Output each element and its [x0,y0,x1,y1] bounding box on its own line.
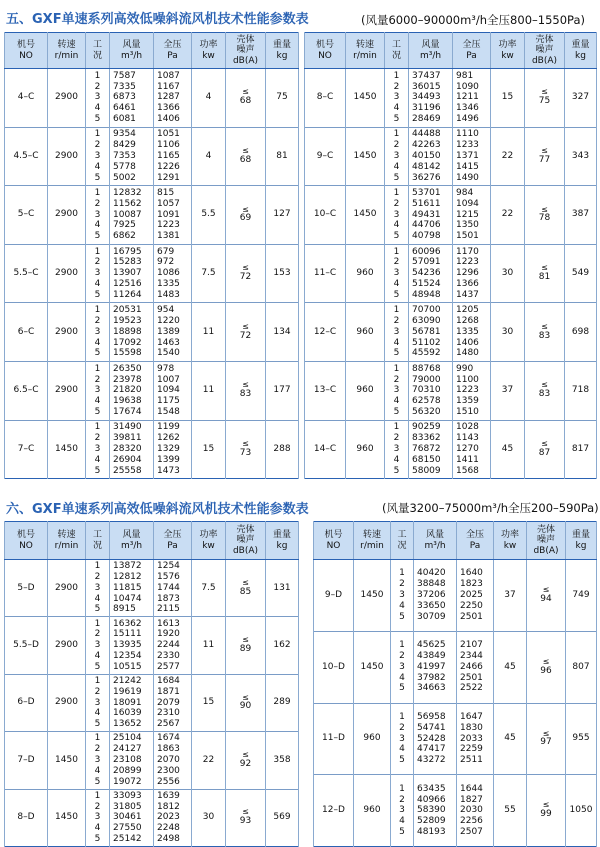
header-cell: 全压 Pa [154,33,192,69]
flow-cell: 63435 40966 58390 52809 48193 [414,775,457,847]
pressure-cell: 978 1007 1094 1175 1548 [154,361,192,420]
header-cell: 重量 kg [566,522,597,560]
speed-cell: 960 [346,361,385,420]
pressure-cell: 1087 1167 1287 1366 1406 [154,69,192,128]
power-cell: 30 [491,303,525,362]
case-cell: 1 2 3 4 5 [391,560,414,632]
speed-cell: 960 [354,703,391,775]
case-cell: 1 2 3 4 5 [385,361,409,420]
flow-cell: 40420 38848 37206 33650 30709 [414,560,457,632]
flow-cell: 53701 51611 49431 44706 40798 [409,186,453,245]
weight-cell: 134 [266,303,299,362]
flow-cell: 16362 15111 13935 12354 10515 [110,617,154,674]
table-row [305,303,597,362]
header-cell: 工 况 [385,33,409,69]
section5-table-right [304,32,597,479]
noise-cell: ≤ 83 [226,361,266,420]
header-cell: 机号 NO [314,522,354,560]
case-cell: 1 2 3 4 5 [86,303,110,362]
case-cell: 1 2 3 4 5 [385,420,409,479]
power-cell: 11 [192,303,226,362]
case-cell: 1 2 3 4 5 [86,789,110,846]
header-cell: 壳体 噪声 dB(A) [527,522,566,560]
flow-cell: 56958 54741 52428 47417 43272 [414,703,457,775]
noise-cell: ≤ 69 [226,186,266,245]
flow-cell: 9354 8429 7353 5778 5002 [110,127,154,186]
power-cell: 37 [494,560,527,632]
power-cell: 11 [192,361,226,420]
table-row [305,420,597,479]
flow-cell: 88768 79000 70310 62578 56320 [409,361,453,420]
power-cell: 15 [192,674,226,731]
weight-cell: 289 [266,674,299,731]
speed-cell: 960 [346,244,385,303]
section6-title: 六、GXF单速系列高效低噪斜流风机技术性能参数表 [6,502,309,517]
table-row [5,560,299,617]
weight-cell: 343 [565,127,597,186]
weight-cell: 358 [266,732,299,789]
noise-cell: ≤ 68 [226,127,266,186]
speed-cell: 1450 [48,789,86,846]
table-row [5,789,299,846]
header-cell: 风量 m³/h [110,33,154,69]
case-cell: 1 2 3 4 5 [86,69,110,128]
flow-cell: 44488 42263 40150 48142 36276 [409,127,453,186]
pressure-cell: 2107 2344 2466 2501 2522 [457,631,494,703]
header-cell: 工 况 [391,522,414,560]
flow-cell: 26350 23978 21820 19638 17674 [110,361,154,420]
power-cell: 5.5 [192,186,226,245]
model-no-cell: 9–D [314,560,354,632]
header-cell: 壳体 噪声 dB(A) [525,33,565,69]
model-no-cell: 8–D [5,789,48,846]
pressure-cell: 1639 1812 2023 2248 2498 [154,789,192,846]
weight-cell: 162 [266,617,299,674]
header-cell: 功率 kw [494,522,527,560]
pressure-cell: 1613 1920 2244 2330 2577 [154,617,192,674]
weight-cell: 127 [266,186,299,245]
case-cell: 1 2 3 4 5 [86,244,110,303]
weight-cell: 177 [266,361,299,420]
weight-cell: 569 [266,789,299,846]
pressure-cell: 1644 1827 2030 2256 2507 [457,775,494,847]
table-row [314,775,597,847]
model-no-cell: 5.5–C [5,244,48,303]
speed-cell: 1450 [354,560,391,632]
noise-cell: ≤ 73 [226,420,266,479]
flow-cell: 13872 12812 11815 10474 8915 [110,560,154,617]
header-cell: 全压 Pa [154,522,192,560]
weight-cell: 327 [565,69,597,128]
pressure-cell: 1170 1223 1296 1366 1437 [453,244,491,303]
noise-cell: ≤ 72 [226,244,266,303]
power-cell: 11 [192,617,226,674]
model-no-cell: 5–D [5,560,48,617]
speed-cell: 2900 [48,303,86,362]
table-row [5,303,299,362]
case-cell: 1 2 3 4 5 [86,361,110,420]
model-no-cell: 13–C [305,361,346,420]
pressure-cell: 990 1100 1223 1359 1510 [453,361,491,420]
model-no-cell: 6–C [5,303,48,362]
header-cell: 功率 kw [192,522,226,560]
weight-cell: 81 [266,127,299,186]
pressure-cell: 1640 1823 2025 2250 2501 [457,560,494,632]
header-cell: 风量 m³/h [409,33,453,69]
header-cell: 壳体 噪声 dB(A) [226,33,266,69]
noise-cell: ≤ 96 [527,631,566,703]
header-cell: 机号 NO [305,33,346,69]
speed-cell: 2900 [48,560,86,617]
noise-cell: ≤ 99 [527,775,566,847]
power-cell: 22 [192,732,226,789]
speed-cell: 2900 [48,69,86,128]
header-cell: 重量 kg [266,522,299,560]
case-cell: 1 2 3 4 5 [86,186,110,245]
speed-cell: 960 [346,303,385,362]
noise-cell: ≤ 89 [226,617,266,674]
weight-cell: 718 [565,361,597,420]
model-no-cell: 8–C [305,69,346,128]
power-cell: 45 [494,703,527,775]
noise-cell: ≤ 83 [525,361,565,420]
model-no-cell: 4.5–C [5,127,48,186]
power-cell: 4 [192,69,226,128]
case-cell: 1 2 3 4 5 [391,775,414,847]
speed-cell: 1450 [354,631,391,703]
case-cell: 1 2 3 4 5 [86,674,110,731]
table-row [314,631,597,703]
noise-cell: ≤ 97 [527,703,566,775]
table-row [314,560,597,632]
flow-cell: 25104 24127 23108 20899 19072 [110,732,154,789]
flow-cell: 16795 15283 13907 12516 11264 [110,244,154,303]
pressure-cell: 1684 1871 2079 2310 2567 [154,674,192,731]
pressure-cell: 815 1057 1091 1223 1381 [154,186,192,245]
case-cell: 1 2 3 4 5 [86,617,110,674]
weight-cell: 153 [266,244,299,303]
section5-title: 五、GXF单速系列高效低噪斜流风机技术性能参数表 [6,12,309,27]
pressure-cell: 1199 1262 1329 1399 1473 [154,420,192,479]
header-cell: 转速 r/min [48,33,86,69]
power-cell: 7.5 [192,244,226,303]
noise-cell: ≤ 72 [226,303,266,362]
flow-cell: 33093 31805 30461 27550 25142 [110,789,154,846]
header-cell: 转速 r/min [346,33,385,69]
header-cell: 功率 kw [192,33,226,69]
flow-cell: 31490 39811 28320 26904 25558 [110,420,154,479]
power-cell: 45 [494,631,527,703]
header-cell: 壳体 噪声 dB(A) [226,522,266,560]
flow-cell: 12832 11562 10087 7925 6862 [110,186,154,245]
noise-cell: ≤ 77 [525,127,565,186]
table-row [5,732,299,789]
case-cell: 1 2 3 4 5 [391,631,414,703]
section6-table-left [4,521,299,847]
noise-cell: ≤ 81 [525,244,565,303]
speed-cell: 2900 [48,674,86,731]
table-row [5,69,299,128]
model-no-cell: 11–D [314,703,354,775]
power-cell: 30 [491,244,525,303]
header-cell: 转速 r/min [48,522,86,560]
flow-cell: 7587 7335 6873 6461 6081 [110,69,154,128]
noise-cell: ≤ 78 [525,186,565,245]
weight-cell: 807 [566,631,597,703]
case-cell: 1 2 3 4 5 [86,732,110,789]
speed-cell: 1450 [346,69,385,128]
header-cell: 全压 Pa [457,522,494,560]
flow-cell: 60096 57091 54236 51524 48948 [409,244,453,303]
table-row [305,186,597,245]
pressure-cell: 1674 1863 2070 2300 2556 [154,732,192,789]
pressure-cell: 679 972 1086 1335 1483 [154,244,192,303]
model-no-cell: 6–D [5,674,48,731]
pressure-cell: 1028 1143 1270 1411 1568 [453,420,491,479]
speed-cell: 960 [346,420,385,479]
noise-cell: ≤ 75 [525,69,565,128]
noise-cell: ≤ 87 [525,420,565,479]
flow-cell: 45625 43849 41997 37982 34663 [414,631,457,703]
speed-cell: 1450 [346,127,385,186]
header-cell: 重量 kg [266,33,299,69]
pressure-cell: 954 1220 1389 1463 1540 [154,303,192,362]
table-row [5,361,299,420]
header-cell: 重量 kg [565,33,597,69]
section5-range: (风量6000–90000m³/h全压800–1550Pa) [361,13,585,27]
flow-cell: 37437 36015 34493 31196 28469 [409,69,453,128]
case-cell: 1 2 3 4 5 [391,703,414,775]
weight-cell: 288 [266,420,299,479]
power-cell: 15 [491,69,525,128]
weight-cell: 955 [566,703,597,775]
pressure-cell: 984 1094 1215 1350 1501 [453,186,491,245]
speed-cell: 1450 [346,186,385,245]
table-row [314,703,597,775]
weight-cell: 698 [565,303,597,362]
model-no-cell: 10–D [314,631,354,703]
pressure-cell: 1254 1576 1744 1873 2115 [154,560,192,617]
noise-cell: ≤ 83 [525,303,565,362]
table-row [5,244,299,303]
model-no-cell: 12–C [305,303,346,362]
header-cell: 风量 m³/h [110,522,154,560]
table-row [5,420,299,479]
noise-cell: ≤ 90 [226,674,266,731]
weight-cell: 549 [565,244,597,303]
header-cell: 工 况 [86,522,110,560]
header-cell: 工 况 [86,33,110,69]
speed-cell: 960 [354,775,391,847]
noise-cell: ≤ 85 [226,560,266,617]
power-cell: 22 [491,186,525,245]
noise-cell: ≤ 92 [226,732,266,789]
model-no-cell: 4–C [5,69,48,128]
pressure-cell: 1647 1830 2033 2259 2511 [457,703,494,775]
case-cell: 1 2 3 4 5 [86,560,110,617]
table-row [305,69,597,128]
weight-cell: 387 [565,186,597,245]
model-no-cell: 14–C [305,420,346,479]
pressure-cell: 1110 1233 1371 1415 1490 [453,127,491,186]
speed-cell: 2900 [48,186,86,245]
pressure-cell: 1051 1106 1165 1226 1291 [154,127,192,186]
flow-cell: 21242 19619 18091 16039 13652 [110,674,154,731]
case-cell: 1 2 3 4 5 [385,303,409,362]
weight-cell: 1050 [566,775,597,847]
flow-cell: 90259 83362 76872 68150 58009 [409,420,453,479]
table-row [305,244,597,303]
case-cell: 1 2 3 4 5 [385,186,409,245]
table-row [305,127,597,186]
section6-table-right [313,521,597,847]
header-cell: 机号 NO [5,522,48,560]
weight-cell: 817 [565,420,597,479]
noise-cell: ≤ 68 [226,69,266,128]
model-no-cell: 6.5–C [5,361,48,420]
flow-cell: 20531 19523 18898 17092 15598 [110,303,154,362]
pressure-cell: 981 1090 1211 1346 1496 [453,69,491,128]
case-cell: 1 2 3 4 5 [385,69,409,128]
case-cell: 1 2 3 4 5 [86,420,110,479]
speed-cell: 1450 [48,420,86,479]
model-no-cell: 9–C [305,127,346,186]
power-cell: 45 [491,420,525,479]
power-cell: 22 [491,127,525,186]
header-cell: 转速 r/min [354,522,391,560]
case-cell: 1 2 3 4 5 [86,127,110,186]
model-no-cell: 10–C [305,186,346,245]
power-cell: 7.5 [192,560,226,617]
table-row [5,617,299,674]
power-cell: 30 [192,789,226,846]
weight-cell: 75 [266,69,299,128]
table-row [5,674,299,731]
speed-cell: 2900 [48,617,86,674]
section5-table-left [4,32,299,479]
section6-range: (风量3200–75000m³/h全压200–590Pa) [382,501,599,515]
header-cell: 风量 m³/h [414,522,457,560]
case-cell: 1 2 3 4 5 [385,244,409,303]
noise-cell: ≤ 93 [226,789,266,846]
model-no-cell: 7–C [5,420,48,479]
table-row [5,127,299,186]
model-no-cell: 12–D [314,775,354,847]
power-cell: 4 [192,127,226,186]
power-cell: 15 [192,420,226,479]
case-cell: 1 2 3 4 5 [385,127,409,186]
header-cell: 全压 Pa [453,33,491,69]
table-row [5,186,299,245]
speed-cell: 2900 [48,361,86,420]
model-no-cell: 7–D [5,732,48,789]
weight-cell: 131 [266,560,299,617]
noise-cell: ≤ 94 [527,560,566,632]
flow-cell: 70700 63090 56781 51102 45592 [409,303,453,362]
power-cell: 55 [494,775,527,847]
speed-cell: 2900 [48,244,86,303]
model-no-cell: 5–C [5,186,48,245]
model-no-cell: 5.5–D [5,617,48,674]
speed-cell: 1450 [48,732,86,789]
header-cell: 功率 kw [491,33,525,69]
model-no-cell: 11–C [305,244,346,303]
table-row [305,361,597,420]
speed-cell: 2900 [48,127,86,186]
power-cell: 37 [491,361,525,420]
weight-cell: 749 [566,560,597,632]
pressure-cell: 1205 1268 1335 1406 1480 [453,303,491,362]
header-cell: 机号 NO [5,33,48,69]
